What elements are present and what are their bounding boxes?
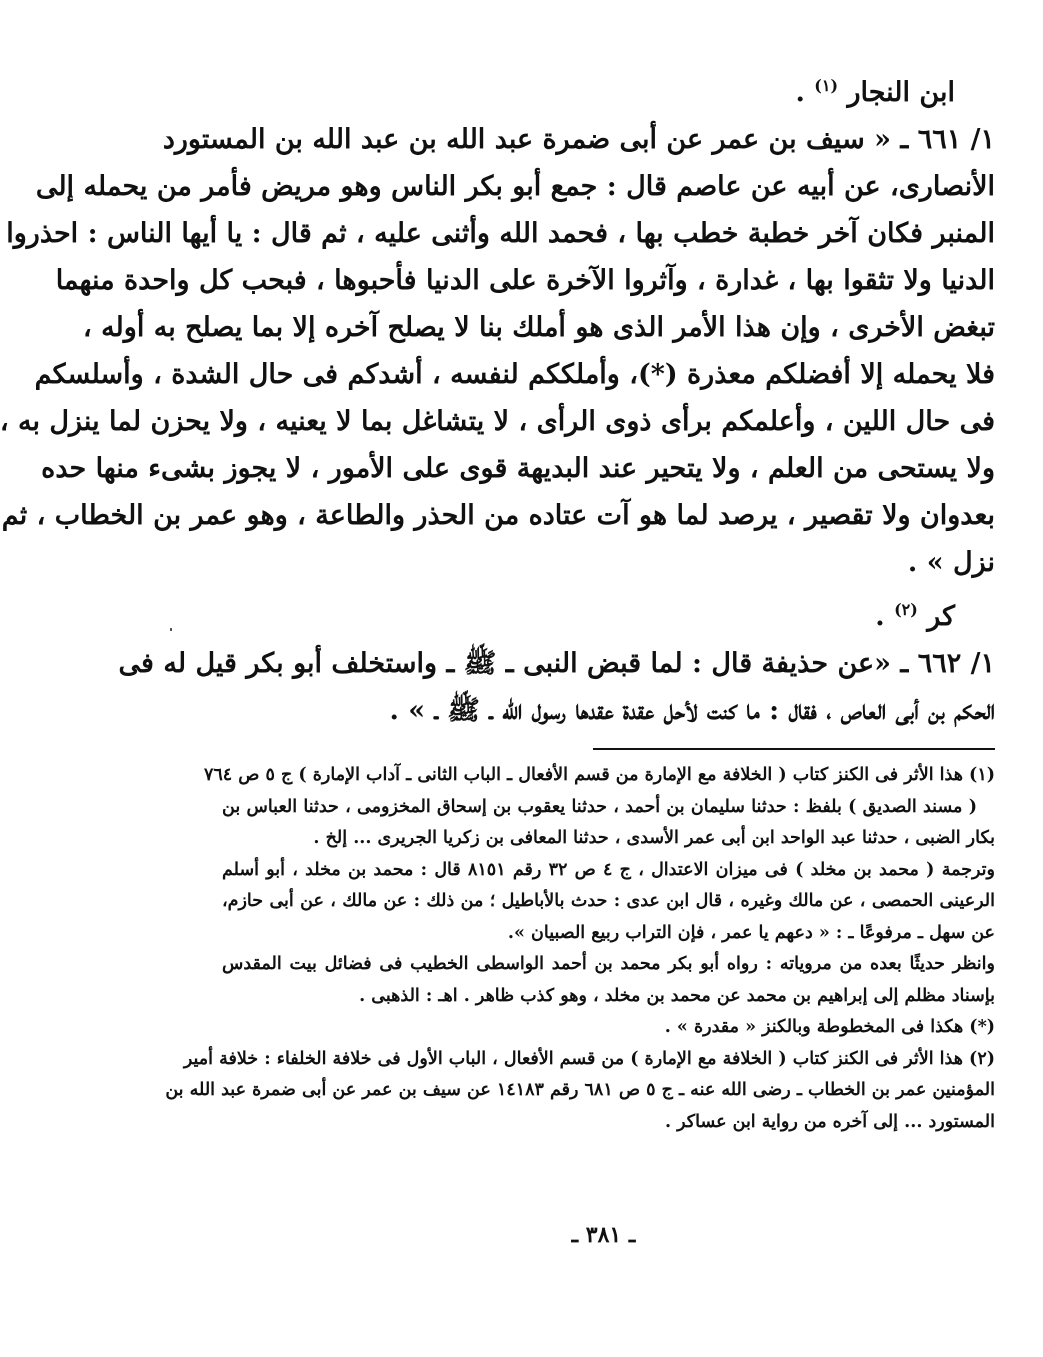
hadith-661-line-2: الأنصارى، عن أبيه عن عاصم قال : جمع أبو بكر الناس وهو مريض فأمر من يحمله إلى [35, 171, 995, 202]
hadith-661-line-9: بعدوان ولا تقصير ، يرصد لما هو آت عتاده من الحذر والطاعة ، وهو عمر بن الخطاب ، ثم [1, 500, 995, 531]
hadith-662-line-1: ١/ ٦٦٢ ـ «عن حذيفة قال : لما قبض النبى ـ ﷺ ـ واستخلف أبو بكر قيل له فى [118, 648, 995, 679]
footnotes [165, 760, 995, 1138]
page-number: ـ ٣٨١ ـ [571, 1222, 636, 1248]
footnote-line-5: الرعينى الحمصى ، عن مالك وغيره ، قال ابن عدى : حدث بالأباطيل ؛ من ذلك : عن مالك ، عن أبى حازم، [222, 891, 995, 911]
footnote-ref-1[interactable]: (١) [814, 76, 839, 95]
footnote-line-6: عن سهل ـ مرفوعًا ـ : « دعهم يا عمر ، فإن التراب ربيع الصبيان ». [507, 922, 995, 943]
footnote-line-8: بإسناد مظلم إلى إبراهيم بن محمد عن محمد بن مخلد ، وهو كذب ظاهر . اهـ : الذهبى . [359, 985, 995, 1006]
page-body [0, 62, 995, 1357]
footnote-line-12: المستورد ... إلى آخره من رواية ابن عساكر . [664, 1111, 995, 1132]
margin-speck [170, 628, 172, 631]
hadith-661-line-3: المنبر فكان آخر خطبة خطب بها ، فحمد الله وأثنى عليه ، ثم قال : يا أيها الناس : احذروا [6, 218, 995, 249]
hadith-661-line-8: ولا يستحى من العلم ، ولا يتحير عند البديهة قوى على الأمور ، لا يجوز بشىء منها حده [41, 453, 995, 484]
footnote-line-2: ( مسند الصديق ) بلفظ : حدثنا سليمان بن أحمد ، حدثنا يعقوب بن إسحاق المخزومى ، حدثنا العباس بن [222, 796, 977, 817]
footnote-line-11: المؤمنين عمر بن الخطاب ـ رضى الله عنه ـ ج ٥ ص ٦٨١ رقم ١٤١٨٣ عن سيف بن عمر عن أبى ضمرة عبد الله بن [165, 1080, 995, 1100]
hadith-662-line-2: الحكم بن أبى العاص ، فقال : ما كنت لأحل عقدة عقدها رسول الله ـ ﷺ ـ » . [389, 695, 995, 726]
footnote-line-10: (٢) هذا الأثر فى الكنز كتاب ( الخلافة مع الإمارة ) من قسم الأفعال ، الباب الأول فى خلافة الخلفاء : خلافة أمير [183, 1048, 995, 1069]
text-line-1: ابن النجار $^{(١)}$ . [795, 76, 955, 108]
hadith-661-line-7: فى حال اللين ، وأعلمكم برأى ذوى الرأى ، لا يتشاغل بما لا يعنيه ، ولا يحزن لما ينزل به ، [0, 406, 995, 437]
hadith-661-line-1: ١/ ٦٦١ ـ « سيف بن عمر عن أبى ضمرة عبد الله بن عبد الله بن المستورد [162, 124, 995, 155]
hadith-661-line-10: نزل » . [907, 547, 995, 578]
text-line-source-kr: كر $^{(٢)}$ . [875, 600, 955, 632]
footnote-divider [593, 748, 995, 750]
main-text [0, 62, 995, 734]
hadith-661-line-6: فلا يحمله إلا أفضلكم معذرة (*)، وأملككم لنفسه ، أشدكم فى حال الشدة ، وأسلسكم [34, 359, 995, 390]
hadith-661-line-4: الدنيا ولا تثقوا بها ، غدارة ، وآثروا الآخرة على الدنيا فأحبوها ، فبحب كل واحدة منهما [55, 265, 995, 296]
footnote-line-4: وترجمة ( محمد بن مخلد ) فى ميزان الاعتدال ، ج ٤ ص ٣٢ رقم ٨١٥١ قال : محمد بن مخلد ، أبو أسلم [222, 859, 995, 880]
footnote-line-1: (١) هذا الأثر فى الكنز كتاب ( الخلافة مع الإمارة من قسم الأفعال ـ الباب الثانى ـ آداب الإمارة ) ج ٥ ص ٧٦٤ [203, 765, 995, 785]
hadith-661-line-5: تبغض الأخرى ، وإن هذا الأمر الذى هو أملك بنا لا يصلح آخره إلا بما يصلح به أوله ، [82, 312, 995, 343]
footnote-ref-2[interactable]: (٢) [894, 600, 918, 619]
footnote-line-9: (*) هكذا فى المخطوطة وبالكنز « مقدرة » . [664, 1017, 995, 1037]
footnote-line-3: بكار الضبى ، حدثنا عبد الواحد ابن أبى عمر الأسدى ، حدثنا المعافى بن زكريا الجريرى ... إلخ . [313, 828, 995, 848]
footnote-line-7: وانظر حديثًا بعده من مروياته : رواه أبو بكر محمد بن أحمد الواسطى الخطيب فى فضائل بيت المقدس [222, 954, 995, 974]
